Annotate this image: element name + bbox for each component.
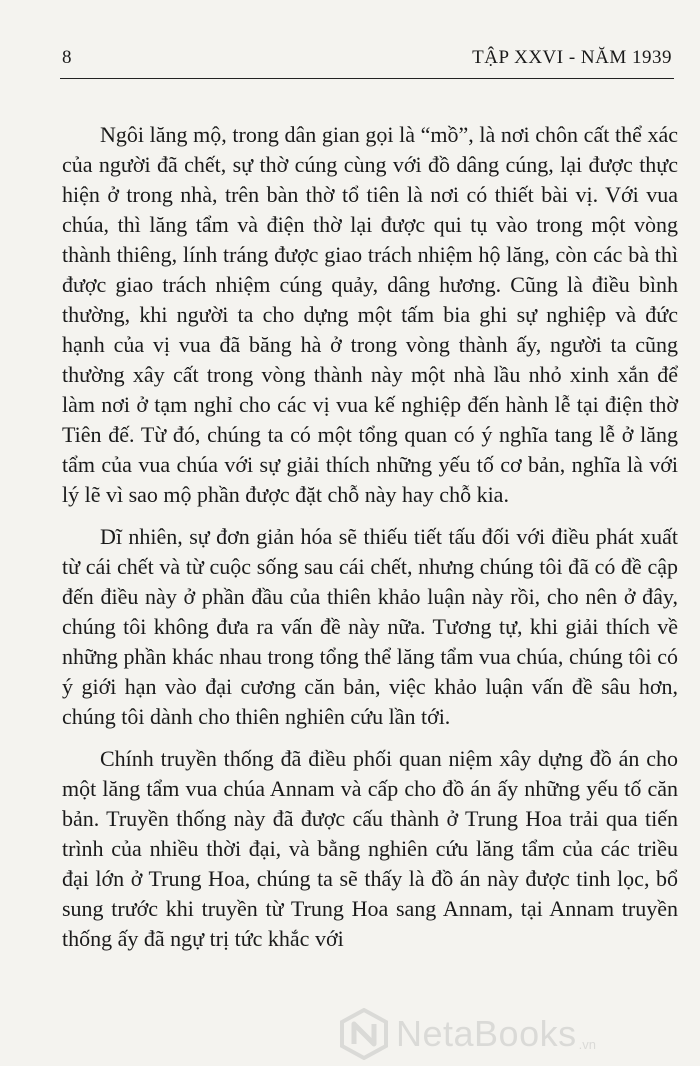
header-rule xyxy=(60,78,674,79)
paragraph-2: Dĩ nhiên, sự đơn giản hóa sẽ thiếu tiết tấu đối với điều phát xuất từ cái chết và từ cuộc sống sau cái chết, nhưng chúng tôi đã có đề cập đến điều này ở phần đầu của thiên khảo luận này rồi, cho nên ở đây, chúng tôi không đưa ra vấn đề này nữa. Tương tự, khi giải thích về những phần khác nhau trong tổng thể lăng tẩm vua chúa, chúng tôi có ý giới hạn vào đại cương căn bản, việc khảo luận vấn đề sâu hơn, chúng tôi dành cho thiên nghiên cứu lần tới. xyxy=(62,524,678,729)
paragraph-1: Ngôi lăng mộ, trong dân gian gọi là “mồ”, là nơi chôn cất thể xác của người đã chết, sự thờ cúng cùng với đồ dâng cúng, lại được thực hiện ở trong nhà, trên bàn thờ tổ tiên là nơi có thiết bài vị. Với vua chúa, thì lăng tẩm và điện thờ lại được qui tụ vào trong một vòng thành thiêng, lính tráng được giao trách nhiệm hộ lăng, còn các bà thì được giao trách nhiệm cúng quảy, dâng hương. Cũng là điều bình thường, khi người ta cho dựng một tấm bia ghi sự nghiệp và đức hạnh của vị vua đã băng hà ở trong vòng thành ấy, người ta cũng thường xây cất trong vòng thành này một nhà lầu nhỏ xinh xắn để làm nơi ở tạm nghỉ cho các vị vua kế nghiệp đến hành lễ tại điện thờ Tiên đế. Từ đó, chúng ta có một tổng quan có ý nghĩa tang lễ ở lăng tẩm của vua chúa với sự giải thích những yếu tố cơ bản, nghĩa là với lý lẽ vì sao mộ phần được đặt chỗ này hay chỗ kia. xyxy=(62,122,678,507)
watermark xyxy=(338,1008,596,1060)
paragraph-3: Chính truyền thống đã điều phối quan niệm xây dựng đồ án cho một lăng tẩm vua chúa Annam và cấp cho đồ án ấy những yếu tố căn bản. Truyền thống này đã được cấu thành ở Trung Hoa trải qua tiến trình của nhiều thời đại, và bằng nghiên cứu lăng tẩm của các triều đại lớn ở Trung Hoa, chúng ta sẽ thấy là đồ án này được tinh lọc, bổ sung trước khi truyền từ Trung Hoa sang Annam, tại Annam truyền thống ấy đã ngự trị tức khắc với xyxy=(62,746,678,951)
watermark-suffix: .vn xyxy=(578,1037,596,1052)
netabooks-logo-icon xyxy=(338,1008,390,1060)
running-header: TẬP XXVI - NĂM 1939 xyxy=(472,47,672,68)
body-text xyxy=(62,120,678,954)
page-number: 8 xyxy=(62,47,72,68)
watermark-brand: NetaBooks xyxy=(396,1013,577,1054)
